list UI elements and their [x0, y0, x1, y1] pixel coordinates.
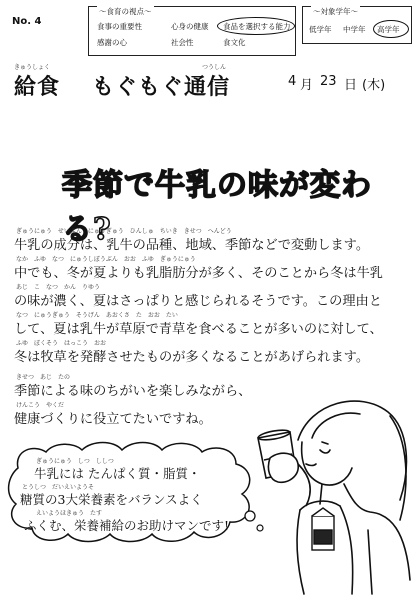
ruby-line: あじ こ なつ かん りゆう — [16, 284, 101, 291]
article-line: 冬は牧草を発酵させたものが多くなることがあげられます。 — [14, 350, 370, 365]
date-month: 4 — [288, 74, 297, 89]
viewpoint-item: 感謝の心 — [97, 38, 127, 47]
issue-number: No. 4 — [12, 16, 42, 27]
bubble-line: ふくむ、栄養補給のお助けマンです! — [24, 518, 230, 533]
bubble-line: 牛乳には たんぱく質・脂質・ — [34, 466, 201, 481]
date-month-unit: 月 — [300, 78, 314, 93]
viewpoint-box — [88, 6, 296, 56]
bubble-ruby: えいようほきゅう たす — [36, 510, 103, 517]
bubble-line: 糖質の3大栄養素をバランスよく — [20, 492, 203, 507]
selected-viewpoint-circle — [217, 17, 295, 35]
target-title: ～対象学年～ — [313, 7, 358, 16]
viewpoint-item: 食事の重要性 — [97, 22, 142, 31]
article-line: 健康づくりに役立てたいですね。 — [14, 412, 212, 427]
ruby-line: ふゆ ぼくそう はっこう おお — [16, 340, 107, 347]
article-line: の味が濃く、夏はさっぱりと感じられるそうです。この理由と — [14, 294, 382, 309]
viewpoint-item: 社会性 — [171, 38, 194, 47]
kyushoku-ruby: きゅうしょく — [14, 64, 51, 71]
grade-label: 高学年 — [377, 25, 400, 34]
target-box — [302, 6, 412, 44]
date-day-unit: 日 — [344, 78, 358, 93]
ruby-line: けんこう やくだ — [16, 402, 65, 409]
ruby-line: きせつ あじ たの — [16, 374, 71, 381]
article-title: 季節で牛乳の味が変わる? — [62, 168, 372, 247]
article-line: 牛乳の成分は、乳牛の品種、地域、季節などで変動します。 — [14, 238, 370, 253]
milk-carton-icon — [312, 508, 334, 550]
grade-label: 中学年 — [343, 25, 366, 34]
selected-grade-circle — [373, 20, 409, 38]
hand-holding-glass — [268, 453, 310, 506]
grade-label: 低学年 — [309, 25, 332, 34]
viewpoint-title: ～食育の視点～ — [99, 7, 152, 16]
tsushin-ruby: つうしん — [202, 64, 227, 71]
ruby-line: なか ふゆ なつ にゅうしぼうぶん おお ふゆ ぎゅうにゅう — [16, 256, 196, 263]
date-day: 23 — [320, 74, 337, 89]
article-line: 中でも、冬が夏よりも乳脂肪分が多く、そのことから冬は牛乳 — [14, 266, 383, 281]
masthead-kyushoku: 給食 — [14, 75, 61, 100]
ruby-line: ぎゅうにゅう せいぶん にゅうぎゅう ひんしゅ ちいき きせつ へんどう — [16, 228, 232, 235]
viewpoint-item: 心身の健康 — [171, 22, 209, 31]
bubble-ruby: とうしつ だいえいようそ — [22, 484, 95, 491]
viewpoint-item: 食品を選択する能力 — [223, 22, 291, 31]
ruby-line: なつ にゅうぎゅう そうげん あおくさ た おお たい — [16, 312, 178, 319]
article-line: して、夏は乳牛が草原で青草を食べることが多いのに対して、 — [14, 322, 383, 337]
date-weekday: (木) — [362, 78, 386, 93]
viewpoint-item: 食文化 — [223, 38, 246, 47]
masthead-name: もぐもぐ通信 — [92, 75, 231, 100]
bubble-ruby: ぎゅうにゅう しつ ししつ — [36, 458, 114, 465]
article-line: 季節による味のちがいを楽しみながら、 — [14, 384, 252, 399]
girl-drinking-milk-illustration — [240, 380, 420, 595]
